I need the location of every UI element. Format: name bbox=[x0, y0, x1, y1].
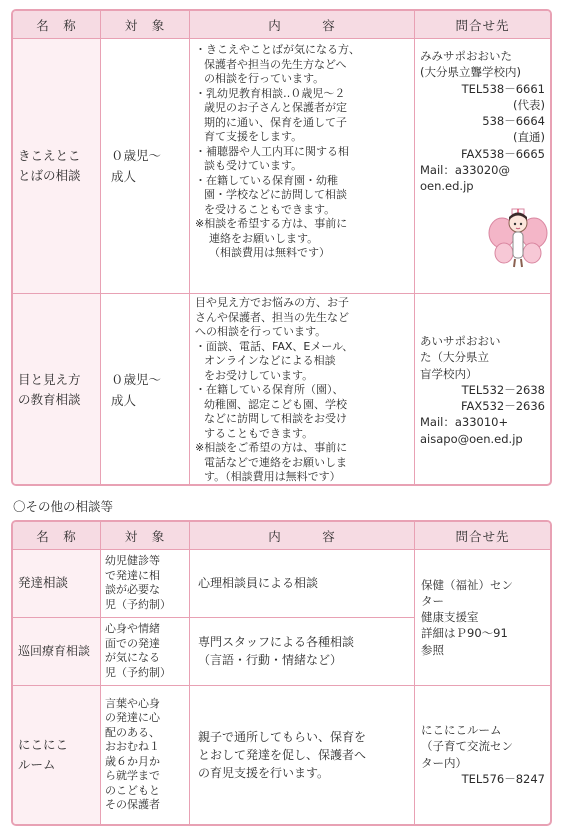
contact-nikoniko bbox=[415, 685, 550, 825]
header-name: 名 称 bbox=[36, 528, 77, 544]
content-line: す。（相談費用は無料です） bbox=[204, 470, 341, 483]
name-line: きこえとこ bbox=[18, 148, 81, 163]
contact-line: (代表) bbox=[513, 97, 545, 112]
left-block bbox=[13, 550, 414, 824]
row-content bbox=[189, 686, 414, 824]
header-contact: 問合せ先 bbox=[414, 11, 550, 38]
text-block bbox=[105, 554, 171, 612]
target-line: 児（予約制） bbox=[105, 665, 171, 679]
content-line: ・在籍している保育所（園）、 bbox=[195, 383, 344, 396]
content-line: 保護者や担当の先生方などへ bbox=[204, 57, 347, 71]
contact-line: TEL532－2638 bbox=[461, 382, 545, 397]
contact-line: みみサポおおいた bbox=[420, 49, 512, 63]
content-line: を受けることもできます。 bbox=[204, 202, 336, 216]
table-body bbox=[13, 549, 550, 824]
content-line: 育て支援をします。 bbox=[204, 130, 303, 143]
contact-line: あいサポおおい bbox=[420, 333, 501, 348]
contact-line: FAX532－2636 bbox=[460, 399, 545, 414]
target-line: が気になる bbox=[105, 651, 160, 665]
text-block bbox=[105, 697, 160, 813]
content-line: することもできます。 bbox=[204, 426, 314, 440]
header-content: 内 容 bbox=[189, 11, 414, 38]
table-row-development bbox=[13, 550, 414, 617]
content-line: の相談を行っています。 bbox=[204, 72, 325, 85]
content-line: の育児支援を行います。 bbox=[198, 765, 330, 780]
header-content: 内 容 bbox=[189, 522, 414, 549]
header-target: 対 象 bbox=[100, 11, 189, 38]
contact-line: （子育て交流セン bbox=[421, 739, 513, 754]
row-content bbox=[189, 618, 414, 685]
contact-line: TEL538－6661 bbox=[461, 81, 545, 96]
content-line: 専門スタッフによる各種相談 bbox=[198, 635, 355, 650]
content-line: 園・学校などに訪問して相談 bbox=[204, 188, 347, 201]
row-content bbox=[189, 39, 414, 293]
target-line: 歳６か月か bbox=[105, 754, 160, 768]
contact-line: にこにこルーム bbox=[421, 723, 502, 738]
content-line: とおして発達を促し、保護者へ bbox=[198, 747, 367, 762]
row-content bbox=[189, 550, 414, 617]
contact-line: 盲学校内） bbox=[420, 366, 478, 381]
table-row-hearing bbox=[13, 38, 550, 293]
contact-block bbox=[414, 550, 550, 824]
contact-line: ター bbox=[421, 593, 444, 608]
content-line: 期的に通い、保育を通して子 bbox=[204, 115, 347, 129]
text-block bbox=[420, 333, 545, 447]
content-line: ※相談を希望する方は、事前に bbox=[195, 217, 348, 230]
consultation-table-main bbox=[11, 9, 552, 486]
content-line: オンラインなどによる相談 bbox=[204, 354, 336, 367]
contact-line: 健康支援室 bbox=[421, 610, 479, 625]
contact-line: 詳細はＰ90～91 bbox=[421, 626, 508, 641]
content-line: をお受けしています。 bbox=[204, 368, 314, 382]
contact-line: FAX538－6665 bbox=[460, 146, 545, 161]
content-line: 談も受けています。 bbox=[204, 159, 303, 172]
target-line: 心身や情緒 bbox=[105, 622, 160, 636]
target-line: 成人 bbox=[111, 169, 137, 184]
row-name bbox=[13, 39, 100, 293]
contact-line: Mail：a33020@ bbox=[420, 163, 510, 178]
content-line: ・きこえやことばが気になる方、 bbox=[195, 43, 360, 56]
row-name: にこにこ ルーム bbox=[13, 686, 100, 824]
content-line: ・在籍している保育園・幼稚 bbox=[195, 173, 338, 187]
text-block bbox=[105, 622, 171, 680]
content-line: ※相談をご希望の方は、事前に bbox=[195, 441, 348, 454]
contact-line: 保健（福祉）セン bbox=[421, 577, 513, 592]
target-line: のこどもと bbox=[105, 783, 160, 797]
content-line: への相談を行っています。 bbox=[195, 325, 327, 338]
row-name: 巡回療育相談 bbox=[13, 618, 100, 685]
content-line: さんや保護者、担当の先生など bbox=[195, 310, 349, 324]
table-header bbox=[13, 522, 550, 549]
consultation-table-other bbox=[11, 520, 552, 826]
content-line: （相談費用は無料です） bbox=[209, 246, 330, 259]
content-line: 目や見え方でお悩みの方、お子 bbox=[195, 296, 349, 309]
contact-line: 参照 bbox=[421, 642, 444, 657]
target-line: ら就学まで bbox=[105, 769, 160, 783]
row-contact bbox=[414, 294, 550, 486]
table-row-visiting bbox=[13, 617, 414, 685]
target-line: ０歳児～ bbox=[111, 372, 162, 387]
contact-line: た（大分県立 bbox=[420, 350, 489, 365]
contact-health-center bbox=[415, 550, 550, 685]
text-block bbox=[195, 43, 360, 261]
row-target bbox=[100, 618, 189, 685]
target-line: ０歳児～ bbox=[111, 148, 162, 163]
target-line: 成人 bbox=[111, 393, 137, 408]
section-title: 〇その他の相談等 bbox=[13, 499, 114, 514]
content-line: 電話などで連絡をお願いしま bbox=[204, 455, 347, 469]
target-line: の発達に心 bbox=[105, 711, 160, 725]
content-line: ・補聴器や人工内耳に関する相 bbox=[195, 144, 349, 158]
target-line: 面での発達 bbox=[105, 636, 160, 650]
contact-line: (大分県立聾学校内) bbox=[420, 65, 521, 80]
target-line: その保護者 bbox=[105, 798, 160, 812]
content-line: ・面談、電話、FAX、Eメール、 bbox=[195, 339, 354, 353]
target-line: 児（予約制） bbox=[105, 597, 171, 611]
table-row-nikoniko bbox=[13, 685, 414, 824]
row-target bbox=[100, 686, 189, 824]
header-name: 名 称 bbox=[36, 17, 77, 33]
content-line: 連絡をお願いします。 bbox=[209, 231, 319, 245]
table-header bbox=[13, 11, 550, 38]
name-line: 目と見え方 bbox=[18, 372, 81, 387]
contact-line: TEL576－8247 bbox=[461, 772, 545, 787]
content-line: などに訪問して相談をお受け bbox=[204, 412, 347, 425]
content-line: 心理相談員による相談 bbox=[198, 576, 319, 591]
content-line: （言語・行動・情緒など） bbox=[198, 653, 343, 668]
mascot-butterfly-icon bbox=[488, 203, 548, 273]
header-target: 対 象 bbox=[100, 522, 189, 549]
name-line: とばの相談 bbox=[18, 168, 81, 183]
row-name bbox=[13, 294, 100, 486]
target-line: 配のある、 bbox=[105, 725, 160, 739]
contact-line: 538－6664 bbox=[482, 114, 545, 129]
row-target bbox=[100, 39, 189, 293]
text-block bbox=[198, 633, 354, 669]
contact-line: aisapo@oen.ed.jp bbox=[420, 431, 523, 446]
contact-line: ター内） bbox=[421, 755, 467, 770]
text-block bbox=[421, 722, 545, 787]
text-block bbox=[198, 728, 366, 782]
contact-line: (直通) bbox=[513, 130, 545, 145]
target-line: おおむね１ bbox=[105, 740, 160, 754]
header-contact: 問合せ先 bbox=[414, 522, 550, 549]
row-content bbox=[189, 294, 414, 486]
text-block bbox=[195, 296, 353, 485]
content-line: 幼稚園、認定こども園、学校 bbox=[204, 397, 347, 411]
content-line: 歳児のお子さんと保護者が定 bbox=[204, 101, 347, 114]
content-line: 親子で通所してもらい、保育を bbox=[198, 729, 367, 744]
contact-line: oen.ed.jp bbox=[420, 179, 474, 194]
content-line: ・乳幼児教育相談‥０歳児～２ bbox=[195, 86, 346, 100]
target-line: で発達に相 bbox=[105, 568, 160, 582]
target-line: 談が必要な bbox=[105, 583, 160, 597]
row-name: 発達相談 bbox=[13, 550, 100, 617]
target-line: 言葉や心身 bbox=[105, 696, 160, 710]
row-target bbox=[100, 550, 189, 617]
name-line: の教育相談 bbox=[18, 392, 81, 407]
row-target bbox=[100, 294, 189, 486]
contact-line: Mail：a33010+ bbox=[420, 415, 509, 430]
target-line: 幼児健診等 bbox=[105, 554, 160, 568]
table-row-vision bbox=[13, 293, 550, 486]
text-block bbox=[198, 574, 318, 592]
text-block bbox=[421, 577, 545, 658]
text-block bbox=[420, 48, 545, 195]
